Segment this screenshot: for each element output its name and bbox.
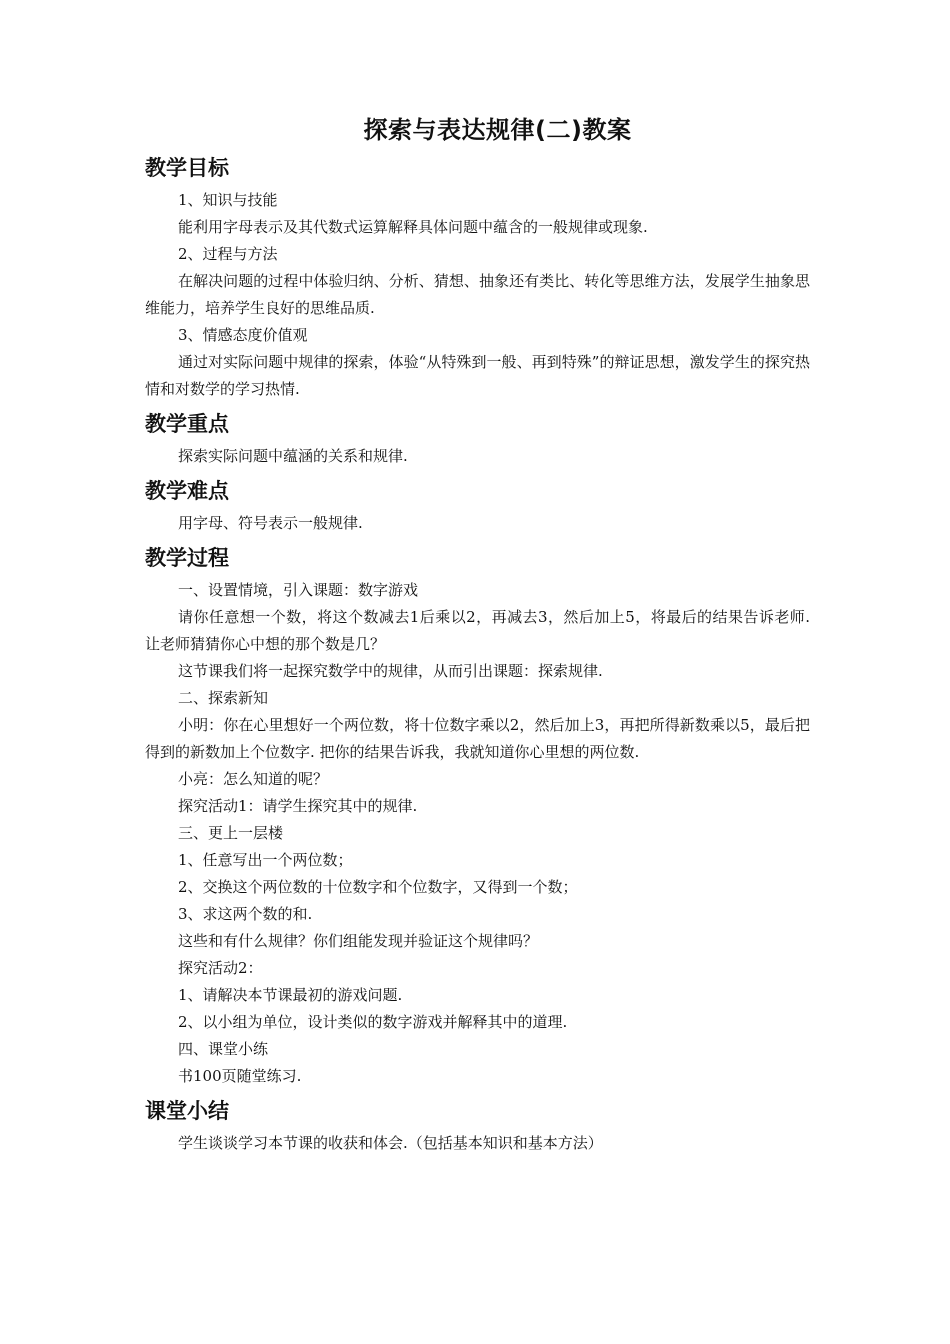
paragraph: 探究活动1：请学生探究其中的规律.	[178, 797, 418, 815]
paragraph: 探索实际问题中蕴涵的关系和规律.	[178, 447, 408, 465]
paragraph: 在解决问题的过程中体验归纳、分析、猜想、抽象还有类比、转化等思维方法，发展学生抽象思维能力，培养学生良好的思维品质.	[145, 272, 810, 317]
document-page	[145, 110, 810, 1157]
paragraph: 三、更上一层楼	[178, 824, 284, 842]
paragraph: 2、以小组为单位，设计类似的数字游戏并解释其中的道理.	[178, 1013, 568, 1031]
paragraph: 学生谈谈学习本节课的收获和体会.（包括基本知识和基本方法）	[178, 1134, 603, 1152]
paragraph: 1、任意写出一个两位数；	[178, 851, 353, 869]
paragraph: 书100页随堂练习.	[178, 1067, 302, 1085]
paragraph: 二、探索新知	[178, 689, 269, 707]
paragraph: 1、知识与技能	[178, 191, 278, 209]
paragraph: 请你任意想一个数，将这个数减去1后乘以2，再减去3，然后加上5，将最后的结果告诉老师. 让老师猜猜你心中想的那个数是几？	[145, 608, 810, 653]
paragraph: 通过对实际问题中规律的探索，体验“从特殊到一般、再到特殊”的辩证思想，激发学生的探究热情和对数学的学习热情.	[145, 353, 810, 398]
paragraph: 2、交换这个两位数的十位数字和个位数字，又得到一个数；	[178, 878, 578, 896]
section-heading-objectives: 教学目标	[145, 156, 229, 180]
paragraph: 这节课我们将一起探究数学中的规律，从而引出课题：探索规律.	[178, 662, 603, 680]
section-heading-process: 教学过程	[145, 546, 229, 570]
paragraph: 探究活动2：	[178, 959, 263, 977]
paragraph: 能利用字母表示及其代数式运算解释具体问题中蕴含的一般规律或现象.	[178, 218, 648, 236]
section-heading-summary: 课堂小结	[145, 1099, 229, 1123]
paragraph: 1、请解决本节课最初的游戏问题.	[178, 986, 403, 1004]
paragraph: 用字母、符号表示一般规律.	[178, 514, 363, 532]
paragraph: 3、求这两个数的和.	[178, 905, 313, 923]
paragraph: 3、情感态度价值观	[178, 326, 308, 344]
paragraph: 2、过程与方法	[178, 245, 278, 263]
paragraph: 一、设置情境，引入课题：数字游戏	[178, 581, 419, 599]
paragraph: 这些和有什么规律？你们组能发现并验证这个规律吗？	[178, 932, 539, 950]
section-heading-key-points: 教学重点	[145, 412, 229, 436]
paragraph: 小亮：怎么知道的呢？	[178, 770, 329, 788]
paragraph: 小明：你在心里想好一个两位数，将十位数字乘以2，然后加上3，再把所得新数乘以5，最后把得到的新数加上个位数字. 把你的结果告诉我，我就知道你心里想的两位数.	[145, 716, 810, 761]
section-heading-difficulties: 教学难点	[145, 479, 229, 503]
document-title: 探索与表达规律(二)教案	[363, 116, 632, 144]
paragraph: 四、课堂小练	[178, 1040, 269, 1058]
